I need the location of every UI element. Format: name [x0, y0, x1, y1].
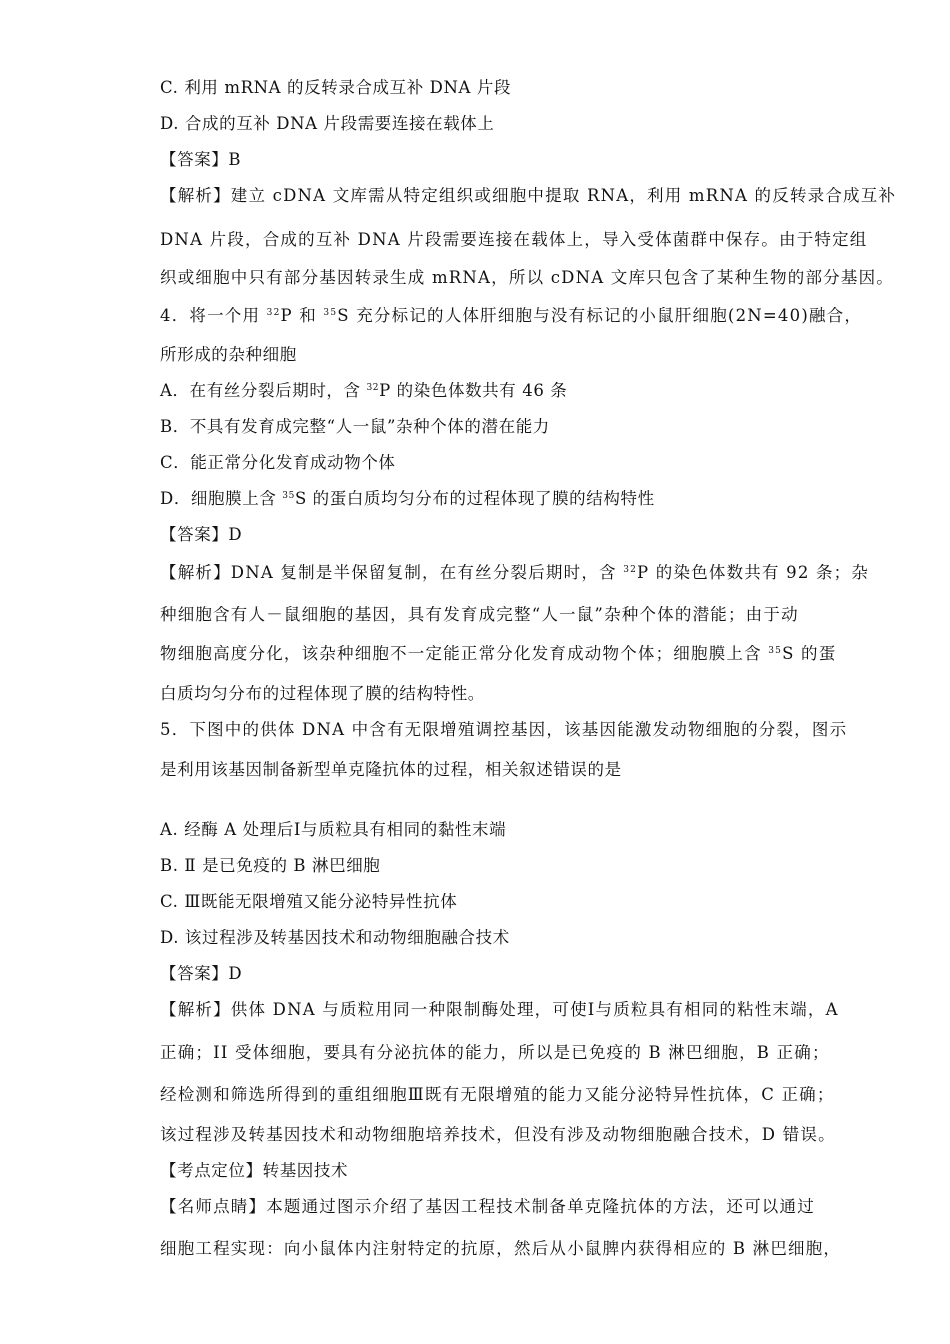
q5-option-c: C. Ⅲ既能无限增殖又能分泌特异性抗体 — [160, 892, 458, 911]
q4-option-a: A．在有丝分裂后期时，含 $^{32}$P 的染色体数共有 46 条 — [160, 381, 568, 400]
q4-option-c: C．能正常分化发育成动物个体 — [160, 453, 396, 472]
q5-dianjing-line-1: 【名师点睛】本题通过图示介绍了基因工程技术制备单克隆抗体的方法，还可以通过 — [160, 1197, 815, 1216]
q3-analysis-line-3: 织或细胞中只有部分基因转录生成 mRNA，所以 cDNA 文库只包含了某种生物的部分基因。 — [160, 268, 894, 287]
q4-analysis-line-4: 白质均匀分布的过程体现了膜的结构特性。 — [160, 684, 485, 703]
q5-kaodian: 【考点定位】转基因技术 — [160, 1161, 349, 1180]
q5-option-b: B. Ⅱ 是已免疫的 B 淋巴细胞 — [160, 856, 381, 875]
q3-analysis-line-1: 【解析】建立 cDNA 文库需从特定组织或细胞中提取 RNA，利用 mRNA 的反转录合成互补 — [160, 186, 897, 205]
q5-analysis-line-3: 经检测和筛选所得到的重组细胞Ⅲ既有无限增殖的能力又能分泌特异性抗体，C 正确； — [160, 1085, 835, 1104]
q5-answer: 【答案】D — [160, 964, 243, 983]
q4-stem-line-2: 所形成的杂种细胞 — [160, 345, 297, 364]
q4-answer: 【答案】D — [160, 525, 243, 544]
q5-dianjing-line-2: 细胞工程实现：向小鼠体内注射特定的抗原，然后从小鼠脾内获得相应的 B 淋巴细胞， — [160, 1239, 842, 1258]
q5-analysis-line-1: 【解析】供体 DNA 与质粒用同一种限制酶处理，可使Ⅰ与质粒具有相同的粘性末端，A — [160, 1000, 839, 1019]
q5-option-d: D. 该过程涉及转基因技术和动物细胞融合技术 — [160, 928, 510, 947]
q5-option-a: A. 经酶 A 处理后Ⅰ与质粒具有相同的黏性末端 — [160, 820, 507, 839]
q4-analysis-line-3: 物细胞高度分化，该杂种细胞不一定能正常分化发育成动物个体；细胞膜上含 $^{35}$S 的蛋 — [160, 644, 837, 663]
q4-analysis-line-1: 【解析】DNA 复制是半保留复制，在有丝分裂后期时，含 $^{32}$P 的染色体数共有 92 条；杂 — [160, 563, 870, 582]
q3-analysis-line-2: DNA 片段，合成的互补 DNA 片段需要连接在载体上，导入受体菌群中保存。由于特定组 — [160, 230, 868, 249]
q4-option-b: B．不具有发育成完整“人一鼠”杂种个体的潜在能力 — [160, 417, 550, 436]
q3-option-c: C. 利用 mRNA 的反转录合成互补 DNA 片段 — [160, 78, 512, 97]
q5-stem-line-2: 是利用该基因制备新型单克隆抗体的过程，相关叙述错误的是 — [160, 760, 622, 779]
q5-stem-line-1: 5．下图中的供体 DNA 中含有无限增殖调控基因，该基因能激发动物细胞的分裂，图示 — [160, 720, 848, 739]
q5-analysis-line-4: 该过程涉及转基因技术和动物细胞培养技术，但没有涉及动物细胞融合技术，D 错误。 — [160, 1125, 836, 1144]
q5-analysis-line-2: 正确；II 受体细胞，要具有分泌抗体的能力，所以是已免疫的 B 淋巴细胞，B 正确； — [160, 1043, 830, 1062]
q4-stem-line-1: 4．将一个用 $^{32}$P 和 $^{35}$S 充分标记的人体肝细胞与没有标记的小鼠肝细胞(2N=40)融合， — [160, 306, 863, 325]
q3-answer: 【答案】B — [160, 150, 242, 169]
q4-analysis-line-2: 种细胞含有人－鼠细胞的基因，具有发育成完整“人一鼠”杂种个体的潜能；由于动 — [160, 605, 799, 624]
q3-option-d: D. 合成的互补 DNA 片段需要连接在载体上 — [160, 114, 495, 133]
q4-option-d: D．细胞膜上含 $^{35}$S 的蛋白质均匀分布的过程体现了膜的结构特性 — [160, 489, 655, 508]
